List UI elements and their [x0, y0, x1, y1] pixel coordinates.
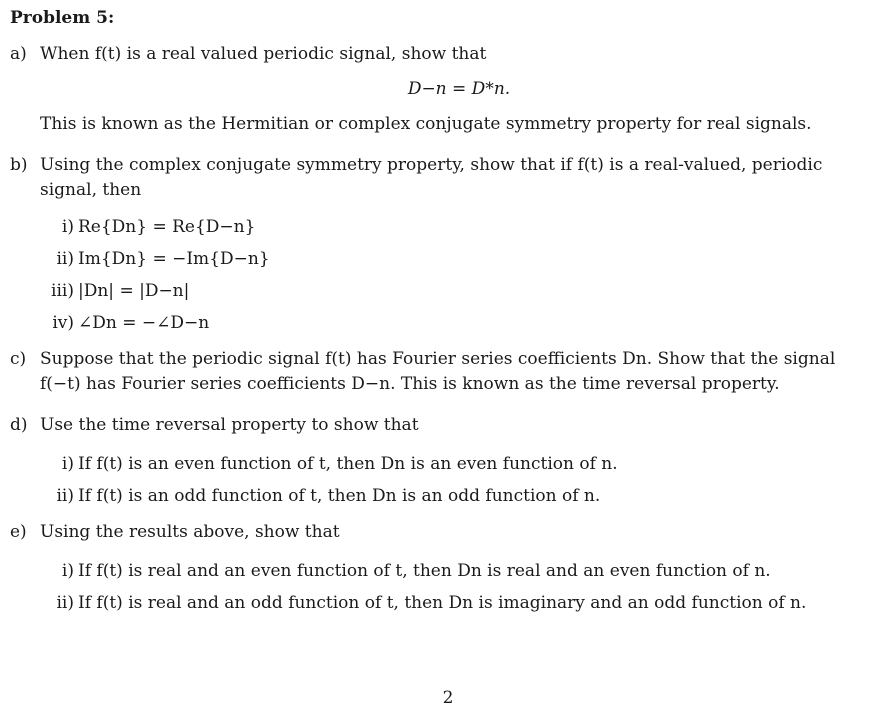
part-e-item-label: i) — [61, 561, 74, 581]
part-c — [10, 347, 878, 397]
part-b-list — [40, 215, 878, 335]
part-a-note: This is known as the Hermitian or complex conjugate symmetry property for real signals. — [40, 114, 812, 134]
part-e-item-label: ii) — [56, 593, 74, 613]
part-d-item-label: ii) — [56, 486, 74, 506]
part-b-item-text: ∠Dn = −∠D−n — [78, 313, 210, 333]
part-b-item-text: |Dn| = |D−n| — [78, 281, 190, 301]
part-a-intro: When f(t) is a real valued periodic signal, show that — [40, 44, 487, 64]
part-d-label: d) — [10, 415, 28, 435]
part-e-label: e) — [10, 522, 27, 542]
part-d-intro: Use the time reversal property to show that — [40, 415, 419, 435]
part-e — [10, 520, 878, 615]
part-b-item — [40, 311, 878, 335]
part-b-item-text: Im{Dn} = −Im{D−n} — [78, 249, 270, 269]
part-b-item-text: Re{Dn} = Re{D−n} — [78, 217, 256, 237]
part-a-equation: D−n = D*n. — [407, 79, 511, 99]
part-a-label: a) — [10, 44, 27, 64]
problem-title: Problem 5: — [10, 8, 115, 28]
part-e-list — [40, 559, 878, 615]
part-b-intro: Using the complex conjugate symmetry property, show that if f(t) is a real-valued, periodic signal, then — [40, 155, 823, 200]
part-d-item — [40, 484, 878, 508]
part-b-item — [40, 279, 878, 303]
part-e-item — [40, 591, 878, 615]
part-b-item-label: iv) — [52, 313, 74, 333]
part-d-item — [40, 452, 878, 476]
part-e-item-text: If f(t) is real and an odd function of t, then Dn is imaginary and an odd function of n. — [78, 593, 807, 613]
part-d-item-text: If f(t) is an even function of t, then Dn is an even function of n. — [78, 454, 618, 474]
part-b — [10, 153, 878, 335]
part-d — [10, 413, 878, 508]
part-b-label: b) — [10, 155, 28, 175]
part-b-item — [40, 247, 878, 271]
page-number: 2 — [442, 688, 454, 708]
part-c-label: c) — [10, 349, 27, 369]
part-e-item-text: If f(t) is real and an even function of t, then Dn is real and an even function of n. — [78, 561, 771, 581]
part-d-item-label: i) — [61, 454, 74, 474]
part-e-intro: Using the results above, show that — [40, 522, 340, 542]
part-c-text: Suppose that the periodic signal f(t) has Fourier series coefficients Dn. Show that the signal f(−t) has Fourier series coefficients D−n. This is known as the time reversal property. — [40, 349, 836, 394]
part-d-list — [40, 452, 878, 508]
part-b-item-label: iii) — [51, 281, 74, 301]
part-b-item-label: ii) — [56, 249, 74, 269]
part-b-item-label: i) — [61, 217, 74, 237]
part-e-item — [40, 559, 878, 583]
document-page — [10, 8, 878, 623]
part-a — [10, 42, 878, 137]
part-b-item — [40, 215, 878, 239]
part-d-item-text: If f(t) is an odd function of t, then Dn is an odd function of n. — [78, 486, 601, 506]
